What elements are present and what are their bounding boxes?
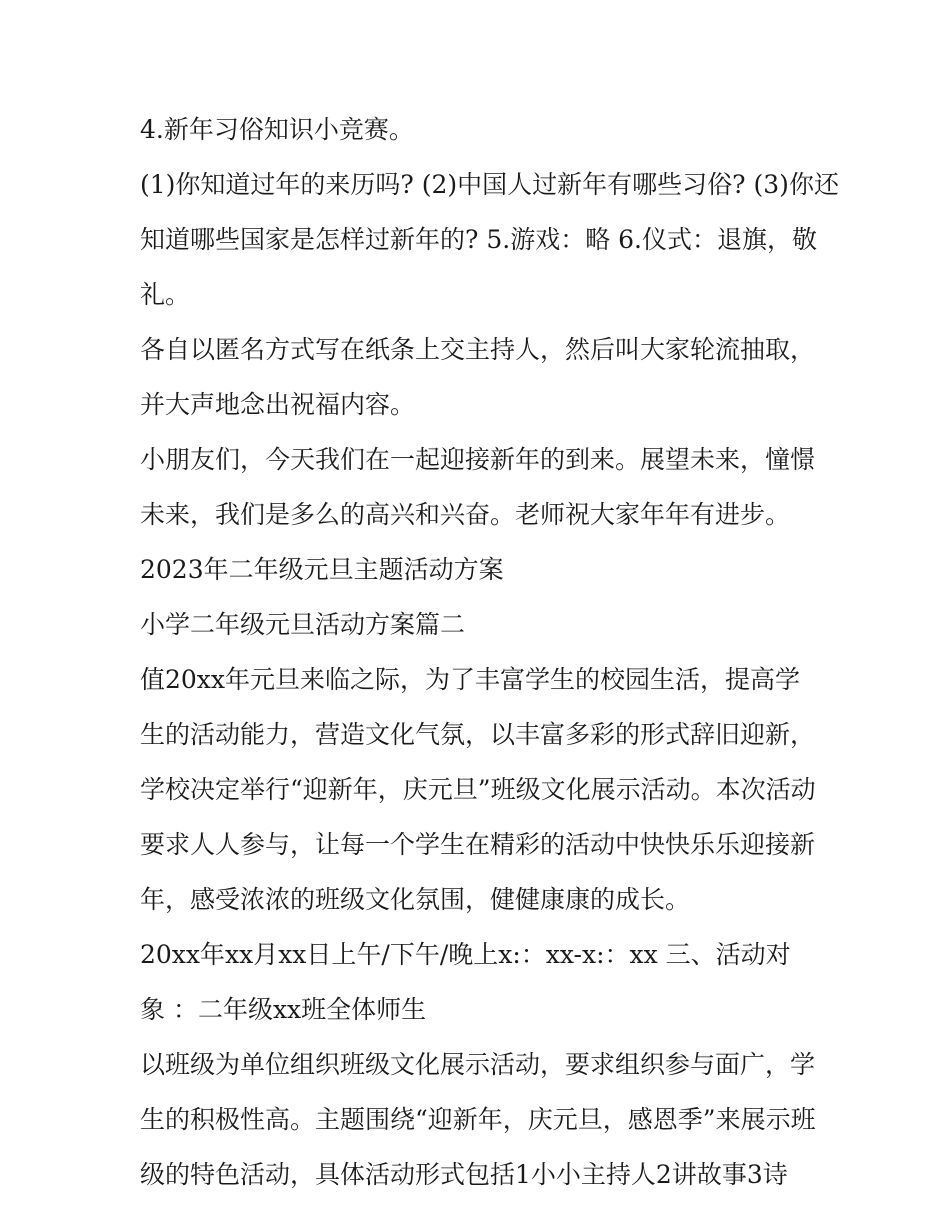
paragraph-7 (140, 662, 820, 918)
text-line: 小朋友们，今天我们在一起迎接新年的到来。展望未来，憧憬 (140, 445, 816, 474)
text-line: 年，感受浓浓的班级文化氛围，健健康康的成长。 (140, 885, 691, 914)
document-body (140, 112, 839, 1212)
text-line: 知道哪些国家是怎样过新年的? 5.游戏：略 6.仪式：退旗，敬 (140, 225, 818, 254)
text-line: 20xx年xx月xx日上午/下午/晚上x:：xx-x:：xx 三、活动对 (140, 940, 791, 969)
text-line: 象 ：二年级xx班全体师生 (140, 995, 427, 1024)
text-line: 要求人人参与，让每一个学生在精彩的活动中快快乐乐迎接新 (140, 830, 816, 859)
text-line: (1)你知道过年的来历吗? (2)中国人过新年有哪些习俗? (3)你还 (140, 170, 839, 199)
paragraph-4 (140, 442, 820, 533)
text-line: 并大声地念出祝福内容。 (140, 390, 416, 419)
section-heading (140, 607, 820, 643)
text-line: 以班级为单位组织班级文化展示活动，要求组织参与面广，学 (140, 1050, 816, 1079)
paragraph-3 (140, 332, 820, 423)
text-line: 值20xx年元旦来临之际，为了丰富学生的校园生活，提高学 (140, 665, 801, 694)
text-line: 级的特色活动，具体活动形式包括1小小主持人2讲故事3诗 (140, 1160, 788, 1189)
text-line: 生的活动能力，营造文化气氛，以丰富多彩的形式辞旧迎新， (140, 720, 816, 749)
document-title (140, 552, 820, 588)
text-line: 小学二年级元旦活动方案篇二 (140, 610, 466, 639)
text-line: 各自以匿名方式写在纸条上交主持人，然后叫大家轮流抽取， (140, 335, 816, 364)
text-line: 礼。 (140, 280, 191, 309)
text-line: 生的积极性高。主题围绕“迎新年，庆元旦，感恩季”来展示班 (140, 1105, 816, 1134)
text-line: 4.新年习俗知识小竞赛。 (140, 115, 414, 144)
paragraph-2 (140, 167, 839, 313)
text-line: 2023年二年级元旦主题活动方案 (140, 555, 504, 584)
paragraph-9 (140, 1047, 820, 1193)
paragraph-8 (140, 937, 820, 1028)
text-line: 未来，我们是多么的高兴和兴奋。老师祝大家年年有进步。 (140, 500, 791, 529)
text-line: 学校决定举行“迎新年，庆元旦”班级文化展示活动。本次活动 (140, 775, 816, 804)
paragraph-1 (140, 112, 820, 148)
